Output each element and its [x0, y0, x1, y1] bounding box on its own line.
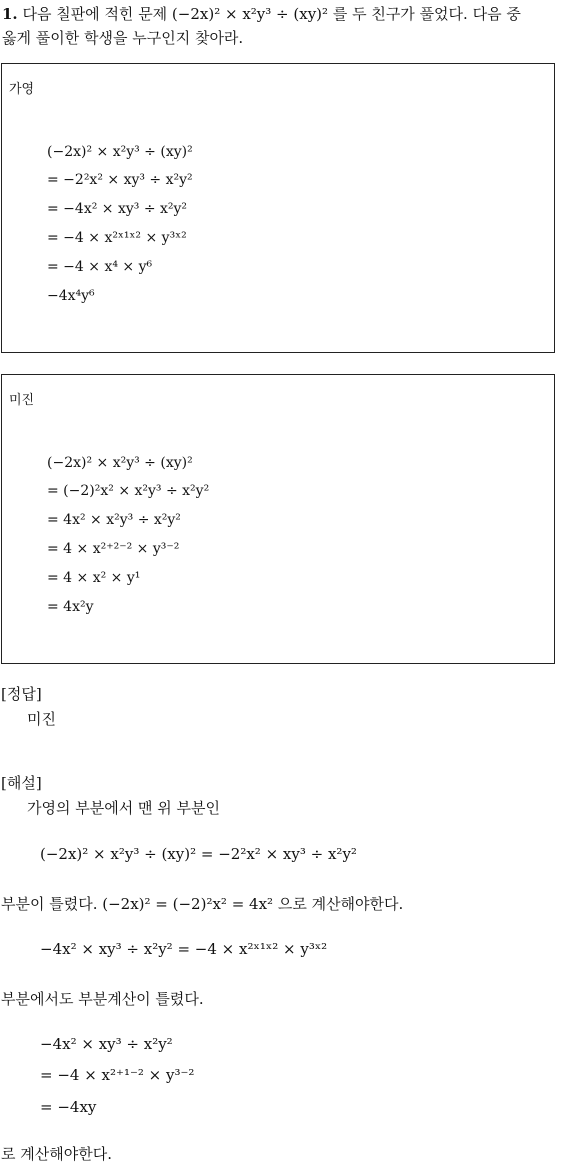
question-text-2: 옳게 풀이한 학생을 누구인지 찾아라. [2, 29, 244, 47]
question-number: 1. [2, 5, 18, 23]
math-line: = −2²x² × xy³ ÷ x²y² [47, 172, 193, 188]
math-line: = −4x² × xy³ ÷ x²y² [47, 201, 188, 217]
explanation-intro: 가영의 부분에서 맨 위 부분인 [27, 799, 220, 817]
explanation-equation-1: (−2x)² × x²y³ ÷ (xy)² = −2²x² × xy³ ÷ x²y² [40, 845, 357, 863]
math-line: −4x⁴y⁶ [47, 288, 95, 304]
solution-box-label: 미진 [9, 393, 35, 408]
question-text-1: 다음 칠판에 적힌 문제 (−2x)² × x²y³ ÷ (xy)² 를 두 친구가 풀었다. 다음 중 [22, 5, 521, 23]
math-line: = 4 × x²⁺²⁻² × y³⁻² [47, 541, 180, 557]
solution-box-label: 가영 [9, 82, 35, 97]
math-line: = 4 × x² × y¹ [47, 570, 141, 586]
answer-text: 미진 [27, 710, 56, 728]
math-line: = (−2)²x² × x²y³ ÷ x²y² [47, 483, 210, 499]
question-line-1 [2, 4, 521, 24]
math-line: = −4xy [40, 1098, 97, 1116]
explanation-heading: [해설] [1, 774, 42, 792]
math-line: −4x² × xy³ ÷ x²y² [40, 1035, 173, 1053]
math-line: (−2x)² × x²y³ ÷ (xy)² [47, 455, 193, 471]
math-line: (−2x)² × x²y³ ÷ (xy)² [47, 144, 193, 160]
math-line: = 4x² × x²y³ ÷ x²y² [47, 512, 181, 528]
solution-box-mijin [1, 374, 555, 664]
explanation-closing: 로 계산해야한다. [1, 1145, 112, 1163]
math-line: = 4x²y [47, 599, 94, 615]
explanation-equation-2: −4x² × xy³ ÷ x²y² = −4 × x²ˣ¹ˣ² × y³ˣ² [40, 940, 328, 958]
math-line: = −4 × x²ˣ¹ˣ² × y³ˣ² [47, 230, 187, 246]
solution-box-gayoung [1, 63, 555, 353]
math-line: = −4 × x²⁺¹⁻² × y³⁻² [40, 1066, 195, 1084]
explanation-line-3: 부분에서도 부분계산이 틀렸다. [1, 990, 204, 1008]
explanation-line-2: 부분이 틀렸다. (−2x)² = (−2)²x² = 4x² 으로 계산해야한다. [1, 895, 404, 913]
answer-heading: [정답] [1, 685, 42, 703]
math-line: = −4 × x⁴ × y⁶ [47, 259, 153, 275]
